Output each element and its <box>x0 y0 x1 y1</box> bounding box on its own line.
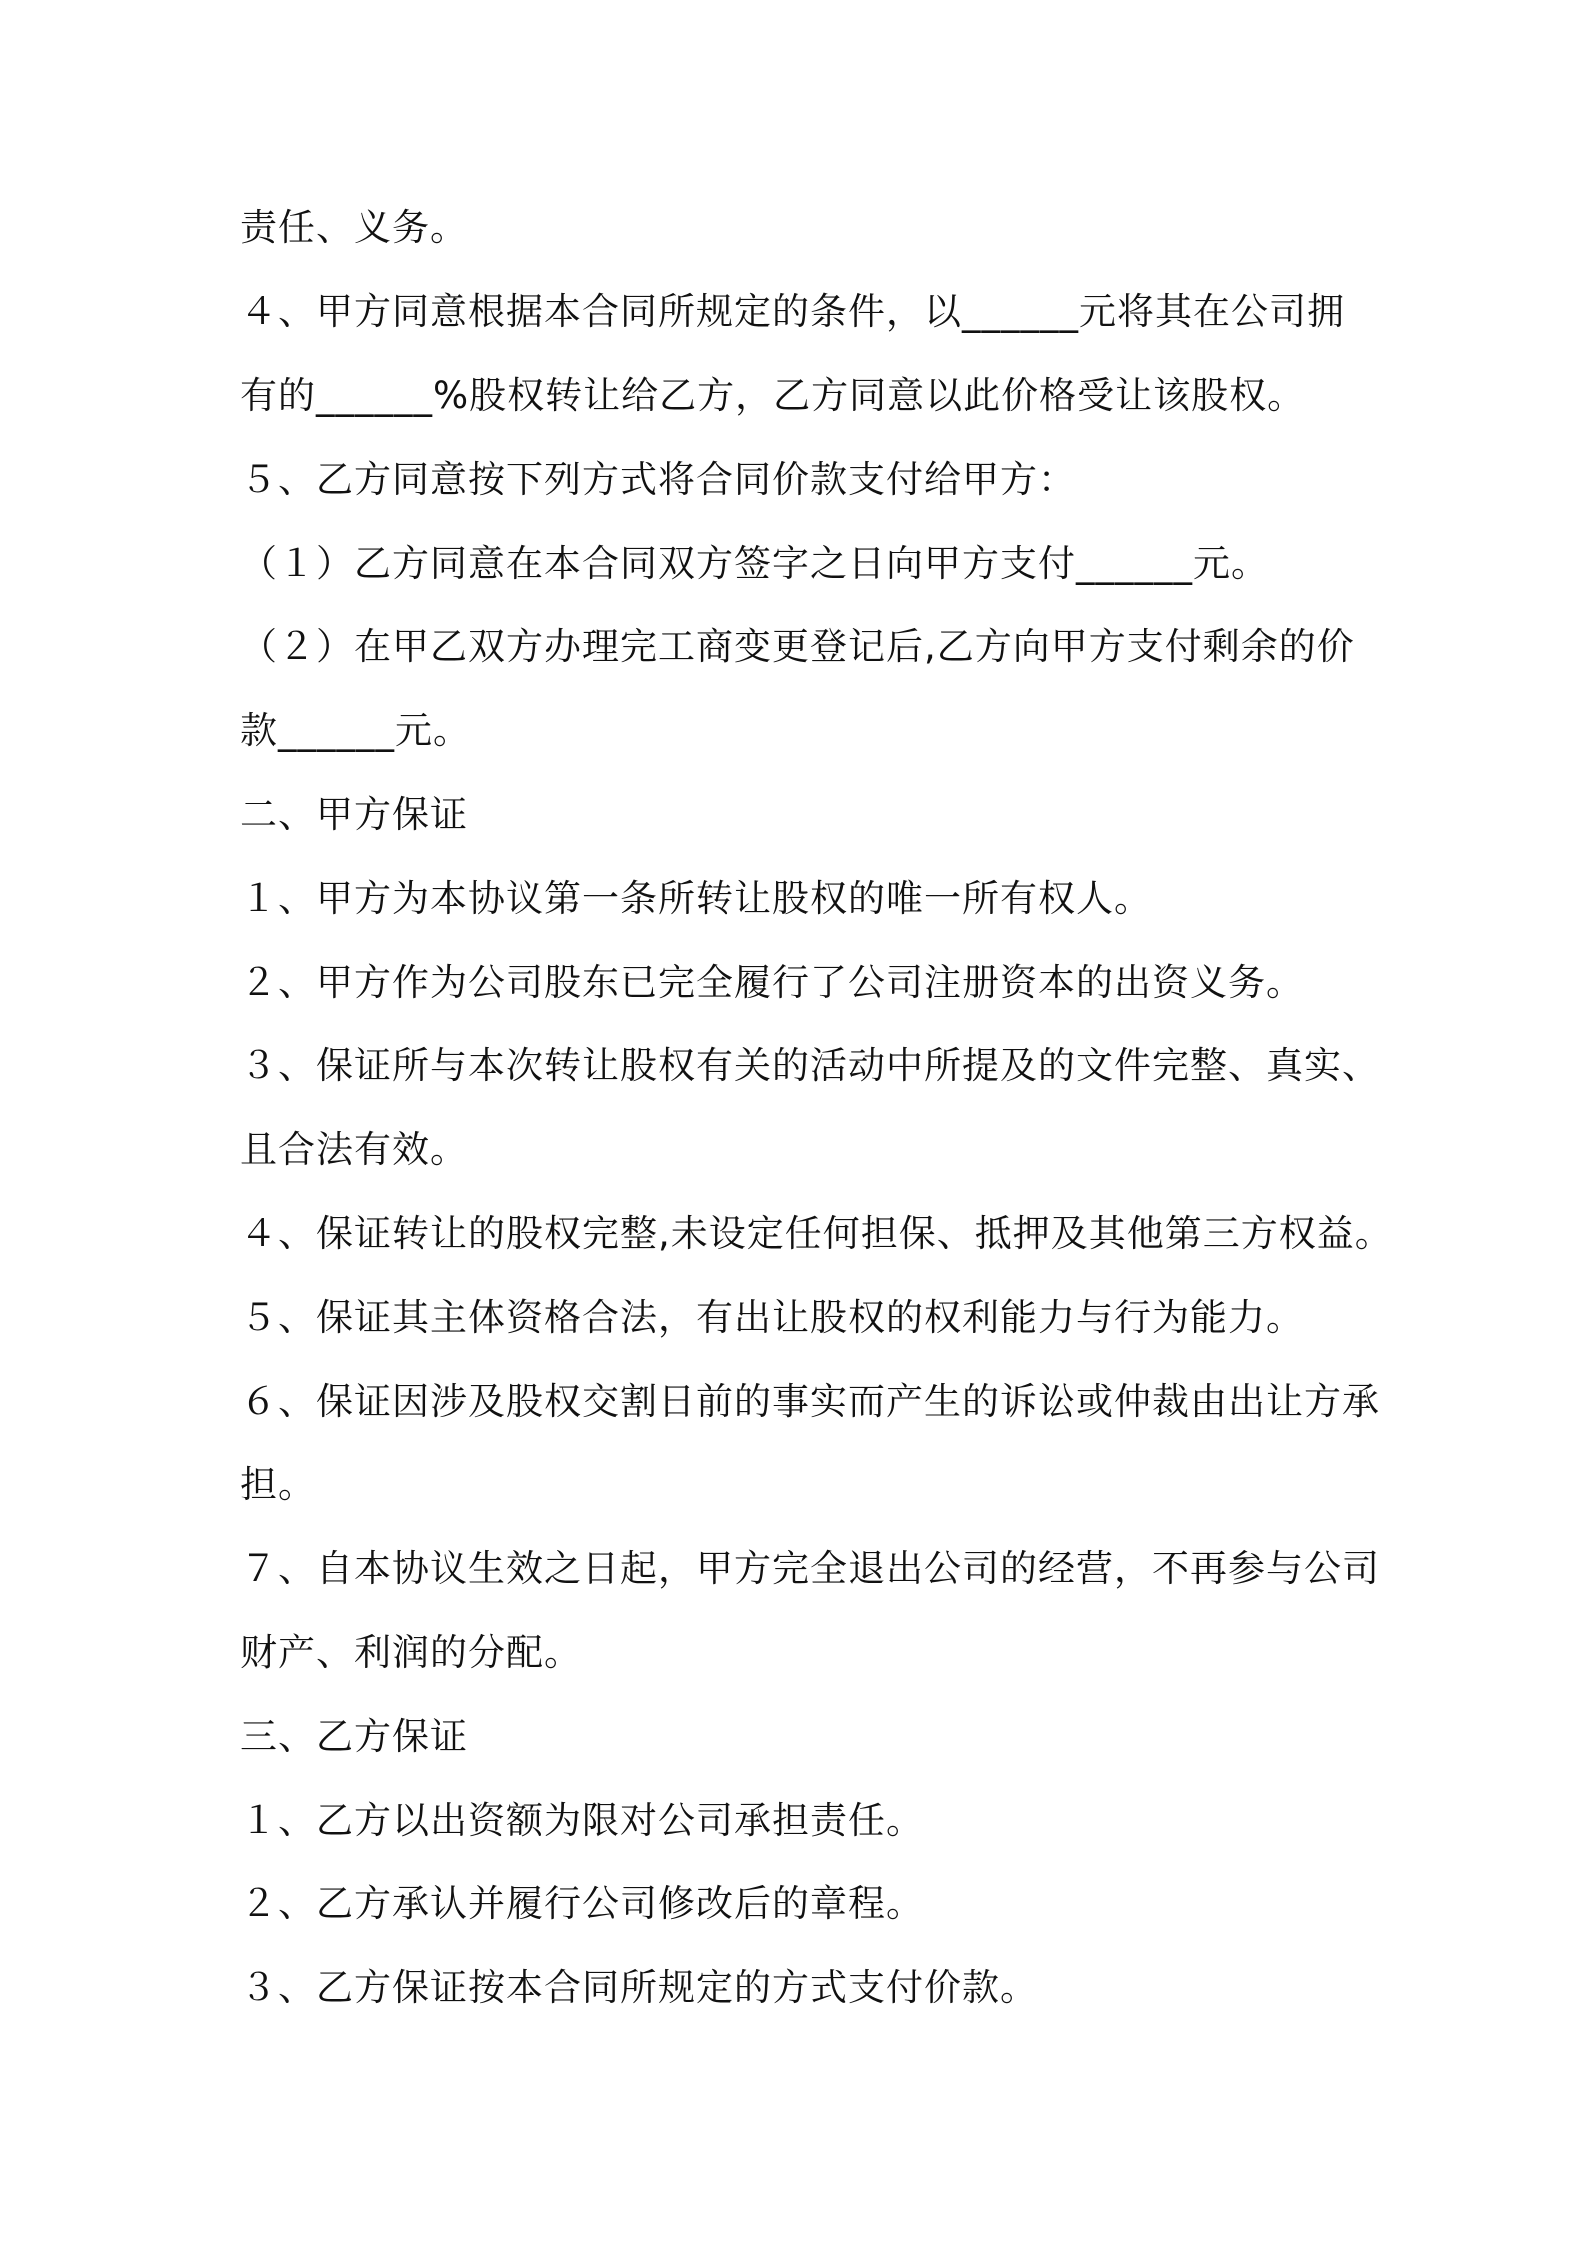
text-line-17: ７、自本协议生效之日起，甲方完全退出公司的经营，不再参与公司 <box>240 1547 1380 1590</box>
text-line-16: 担。 <box>240 1463 316 1506</box>
text-line-1: 责任、义务。 <box>240 206 468 249</box>
text-line-15: ６、保证因涉及股权交割日前的事实而产生的诉讼或仲裁由出让方承 <box>240 1380 1380 1423</box>
text-line-12: 且合法有效。 <box>240 1128 468 1171</box>
text-line-7: 款______元。 <box>240 709 471 752</box>
text-line-5: （１）乙方同意在本合同双方签字之日向甲方支付______元。 <box>240 542 1269 585</box>
text-line-18: 财产、利润的分配。 <box>240 1631 582 1674</box>
text-line-3: 有的______%股权转让给乙方，乙方同意以此价格受让该股权。 <box>240 374 1306 417</box>
text-line-20: １、乙方以出资额为限对公司承担责任。 <box>240 1799 924 1842</box>
section-heading-party-a: 二、甲方保证 <box>240 793 468 836</box>
text-line-9: １、甲方为本协议第一条所转让股权的唯一所有权人。 <box>240 877 1152 920</box>
text-line-10: ２、甲方作为公司股东已完全履行了公司注册资本的出资义务。 <box>240 961 1304 1004</box>
text-line-21: ２、乙方承认并履行公司修改后的章程。 <box>240 1882 924 1925</box>
text-line-22: ３、乙方保证按本合同所规定的方式支付价款。 <box>240 1966 1038 2009</box>
text-line-2: ４、甲方同意根据本合同所规定的条件，以______元将其在公司拥 <box>240 290 1345 333</box>
section-heading-party-b: 三、乙方保证 <box>240 1715 468 1758</box>
text-line-4: ５、乙方同意按下列方式将合同价款支付给甲方： <box>240 458 1076 501</box>
text-line-6: （２）在甲乙双方办理完工商变更登记后,乙方向甲方支付剩余的价 <box>240 625 1355 668</box>
text-line-13: ４、保证转让的股权完整,未设定任何担保、抵押及其他第三方权益。 <box>240 1212 1393 1255</box>
text-line-14: ５、保证其主体资格合法，有出让股权的权利能力与行为能力。 <box>240 1296 1304 1339</box>
text-line-11: ３、保证所与本次转让股权有关的活动中所提及的文件完整、真实、 <box>240 1044 1380 1087</box>
